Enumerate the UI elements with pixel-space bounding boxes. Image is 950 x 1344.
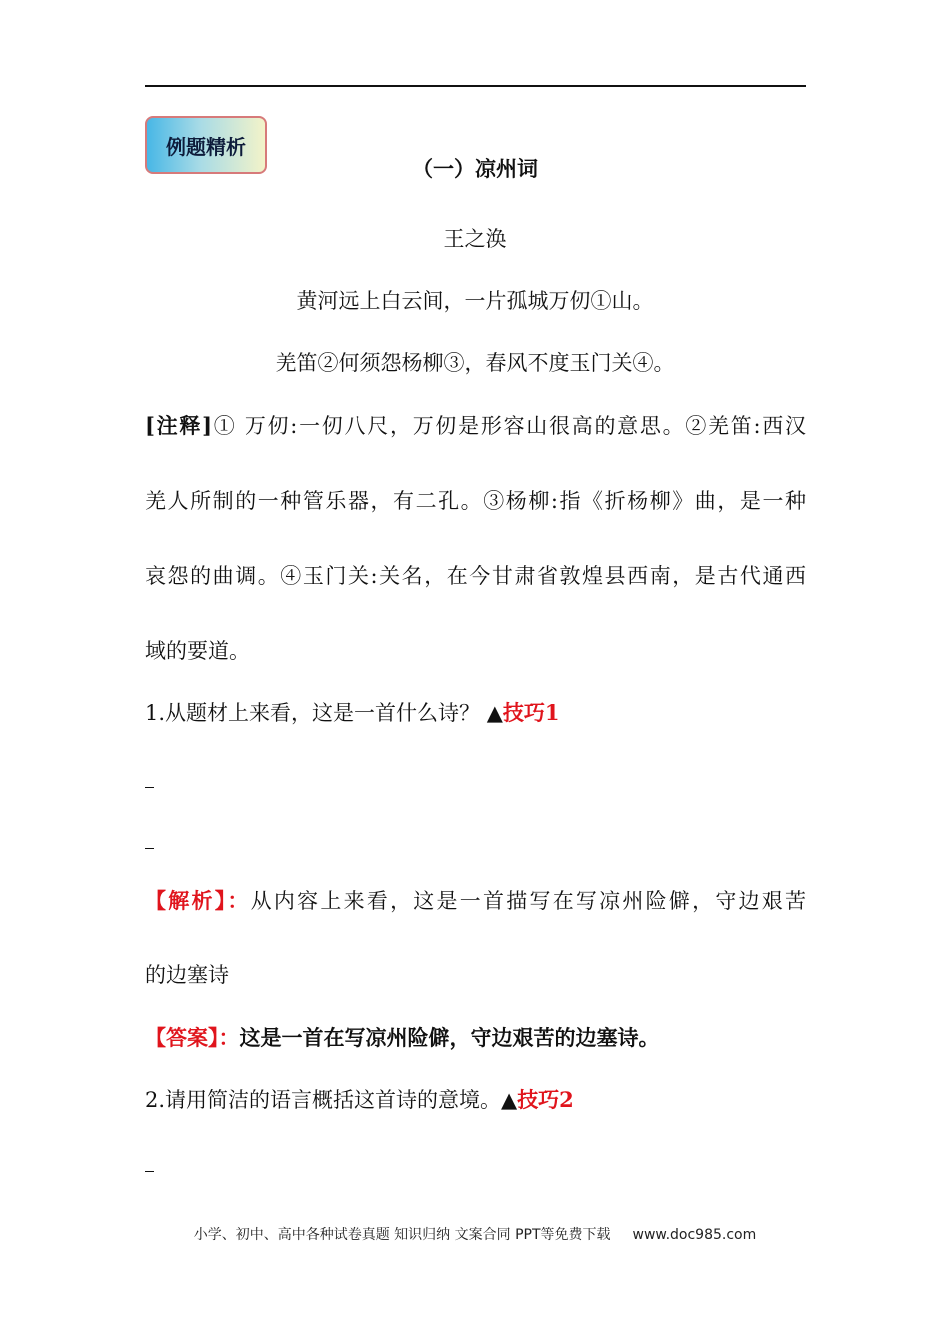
notes-label: [注释] bbox=[145, 413, 213, 438]
poem-author: 王之涣 bbox=[443, 227, 507, 251]
question-2 bbox=[145, 1085, 574, 1115]
question-2-tip: 技巧2 bbox=[517, 1087, 574, 1112]
answer-blank-2[interactable] bbox=[145, 848, 154, 849]
analysis-line-2: 的边塞诗 bbox=[145, 963, 229, 987]
page-footer bbox=[0, 1224, 950, 1244]
notes-line-1 bbox=[145, 411, 806, 441]
notes-line-2: 羌人所制的一种管乐器，有二孔。③杨柳:指《折杨柳》曲，是一种 bbox=[145, 489, 806, 513]
notes-text-1: ① 万仞:一仞八尺，万仞是形容山很高的意思。②羌笛:西汉 bbox=[212, 414, 806, 438]
poem-line-2: 羌笛②何须怨杨柳③，春风不度玉门关④。 bbox=[275, 351, 675, 375]
analysis-text-1: 从内容上来看，这是一首描写在写凉州险僻，守边艰苦 bbox=[250, 889, 807, 913]
poem-line-1: 黄河远上白云间，一片孤城万仞①山。 bbox=[296, 289, 654, 313]
answer-label: 【答案】： bbox=[145, 1025, 240, 1050]
notes-line-4: 域的要道。 bbox=[145, 639, 250, 663]
answer-text: 这是一首在写凉州险僻，守边艰苦的边塞诗。 bbox=[239, 1025, 660, 1050]
analysis-label: 【解析】： bbox=[145, 888, 251, 913]
answer-blank-1[interactable] bbox=[145, 787, 154, 788]
footer-url[interactable]: www.doc985.com bbox=[632, 1227, 757, 1243]
question-1-tip: 技巧1 bbox=[502, 700, 560, 725]
poem-title: （一）凉州词 bbox=[412, 156, 538, 181]
section-badge: 例题精析 bbox=[145, 116, 267, 174]
footer-text: 小学、初中、高中各种试卷真题 知识归纳 文案合同 PPT等免费下载 bbox=[193, 1227, 611, 1243]
question-1-text: 1.从题材上来看，这是一首什么诗？ ▲ bbox=[145, 701, 503, 725]
notes-line-3: 哀怨的曲调。④玉门关:关名，在今甘肃省敦煌县西南，是古代通西 bbox=[145, 564, 806, 588]
question-1 bbox=[145, 698, 560, 728]
answer-blank-3[interactable] bbox=[145, 1171, 154, 1172]
answer-line bbox=[145, 1023, 660, 1053]
analysis-line-1 bbox=[145, 886, 806, 916]
header-rule bbox=[145, 85, 806, 87]
question-2-text: 2.请用简洁的语言概括这首诗的意境。▲ bbox=[145, 1088, 518, 1112]
